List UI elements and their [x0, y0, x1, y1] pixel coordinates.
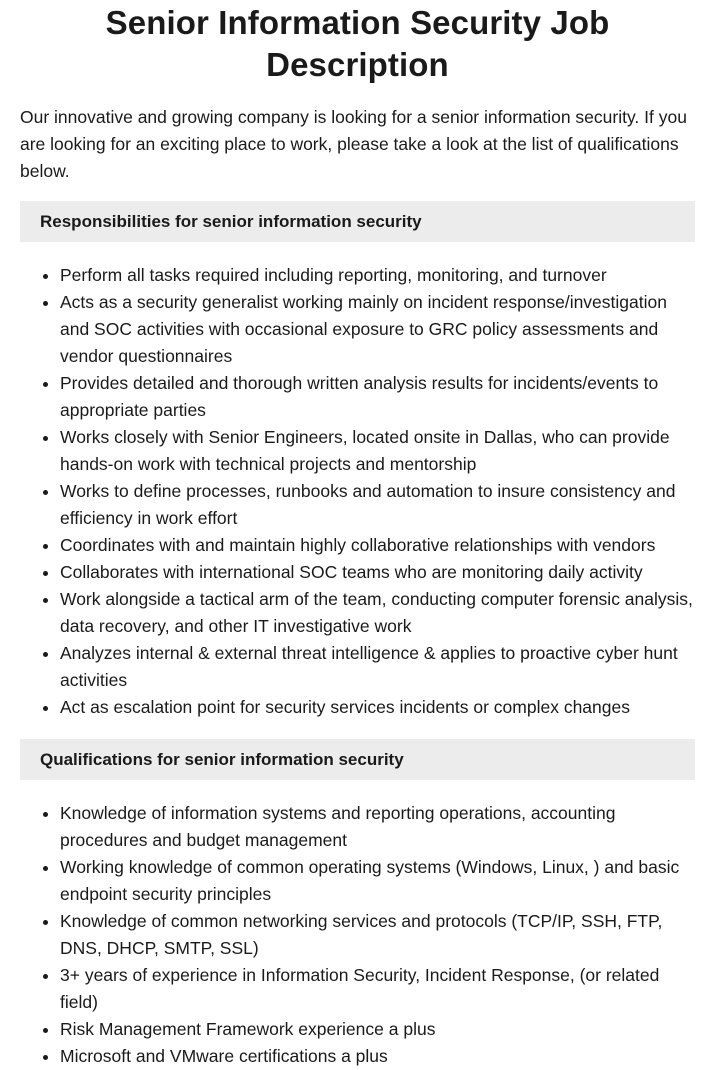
responsibilities-list [20, 262, 695, 721]
list-item: • Working knowledge of common operating systems (Windows, Linux, ) and basic endpoint security principles [60, 854, 695, 908]
qualifications-heading: Qualifications for senior information security [20, 739, 695, 780]
list-item: • Knowledge of common networking services and protocols (TCP/IP, SSH, FTP, DNS, DHCP, SMTP, SSL) [60, 908, 695, 962]
intro-paragraph: Our innovative and growing company is looking for a senior information security. If you are looking for an exciting place to work, please take a look at the list of qualifications below. [20, 107, 687, 181]
list-item: • Works to define processes, runbooks and automation to insure consistency and efficiency in work effort [60, 478, 695, 532]
list-item: • 3+ years of experience in Information Security, Incident Response, (or related field) [60, 962, 695, 1016]
qualifications-list [20, 800, 695, 1070]
list-item: • Perform all tasks required including reporting, monitoring, and turnover [60, 262, 695, 289]
list-item: • Provides detailed and thorough written analysis results for incidents/events to appropriate parties [60, 370, 695, 424]
list-item: • Works closely with Senior Engineers, located onsite in Dallas, who can provide hands-on work with technical projects and mentorship [60, 424, 695, 478]
list-item: • Microsoft and VMware certifications a plus [60, 1043, 695, 1070]
list-item: • Coordinates with and maintain highly collaborative relationships with vendors [60, 532, 695, 559]
list-item: • Acts as a security generalist working mainly on incident response/investigation and SOC activities with occasional exposure to GRC policy assessments and vendor questionnaires [60, 289, 695, 370]
list-item: • Analyzes internal & external threat intelligence & applies to proactive cyber hunt activities [60, 640, 695, 694]
list-item: • Knowledge of information systems and reporting operations, accounting procedures and budget management [60, 800, 695, 854]
responsibilities-heading: Responsibilities for senior information security [20, 201, 695, 242]
page-title: Senior Information Security Job Description [105, 4, 610, 83]
list-item: • Work alongside a tactical arm of the team, conducting computer forensic analysis, data recovery, and other IT investigative work [60, 586, 695, 640]
list-item: • Collaborates with international SOC teams who are monitoring daily activity [60, 559, 695, 586]
list-item: • Act as escalation point for security services incidents or complex changes [60, 694, 695, 721]
list-item: • Risk Management Framework experience a plus [60, 1016, 695, 1043]
